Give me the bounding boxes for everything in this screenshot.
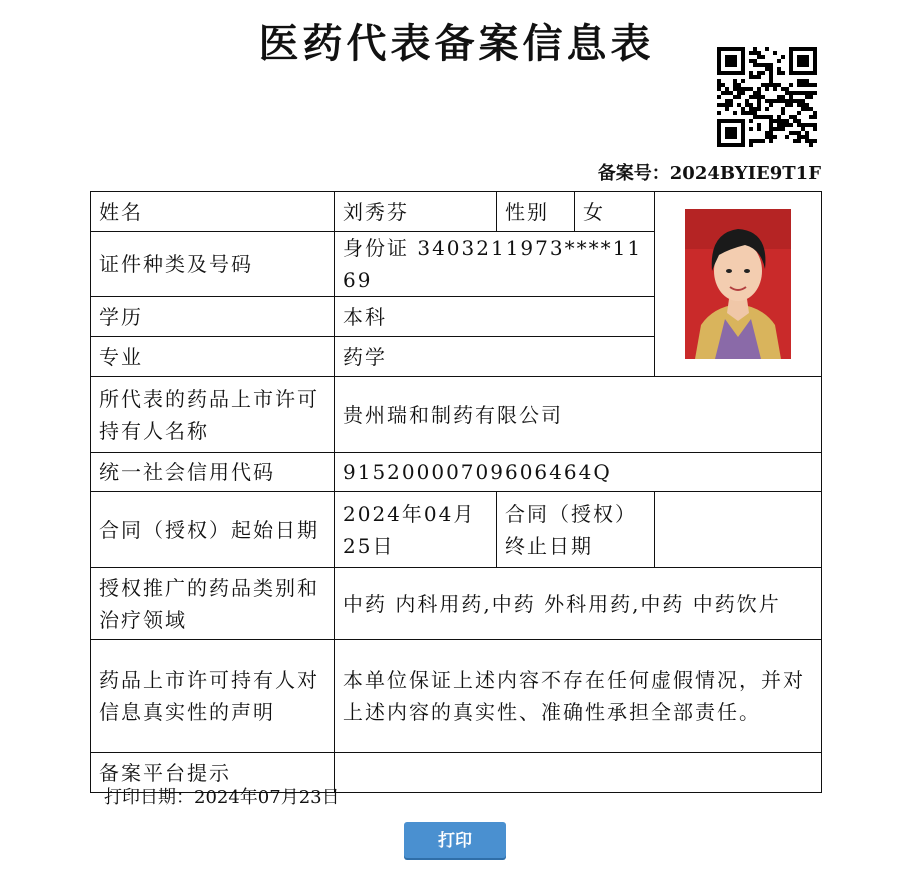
record-number [598,162,821,186]
print-date-value: 2024年07月23日 [194,787,340,808]
print-button[interactable]: 打印 [404,822,506,858]
name-label: 姓名 [91,192,335,232]
contract-end-label: 合同（授权）终止日期 [497,492,655,568]
education-value: 本科 [335,297,655,337]
contract-start-value: 2024年04月25日 [335,492,497,568]
print-date [104,786,340,810]
gender-value: 女 [575,192,655,232]
credit-value: 91520000709606464Q [335,453,822,492]
platform-value [335,753,822,793]
education-label: 学历 [91,297,335,337]
scope-value: 中药 内科用药,中药 外科用药,中药 中药饮片 [335,568,822,640]
scope-label: 授权推广的药品类别和治疗领域 [91,568,335,640]
contract-start-label: 合同（授权）起始日期 [91,492,335,568]
credit-label: 统一社会信用代码 [91,453,335,492]
id-label: 证件种类及号码 [91,232,335,297]
gender-label: 性别 [497,192,575,232]
holder-label: 所代表的药品上市许可持有人名称 [91,377,335,453]
holder-value: 贵州瑞和制药有限公司 [335,377,822,453]
record-number-label: 备案号： [597,163,670,184]
platform-label: 备案平台提示 [91,753,335,793]
statement-value: 本单位保证上述内容不存在任何虚假情况，并对上述内容的真实性、准确性承担全部责任。 [335,640,822,753]
info-table [90,191,822,793]
print-date-label: 打印日期： [104,787,194,808]
id-value: 身份证 3403211973****1169 [335,232,655,297]
name-value: 刘秀芬 [335,192,497,232]
statement-label: 药品上市许可持有人对信息真实性的声明 [91,640,335,753]
photo-cell [655,192,822,377]
major-label: 专业 [91,337,335,377]
qr-code-icon [717,47,817,147]
avatar [685,209,791,359]
record-number-value: 2024BYIE9T1F [669,163,821,184]
major-value: 药学 [335,337,655,377]
contract-end-value [655,492,822,568]
page-title: 医药代表备案信息表 [258,20,655,67]
